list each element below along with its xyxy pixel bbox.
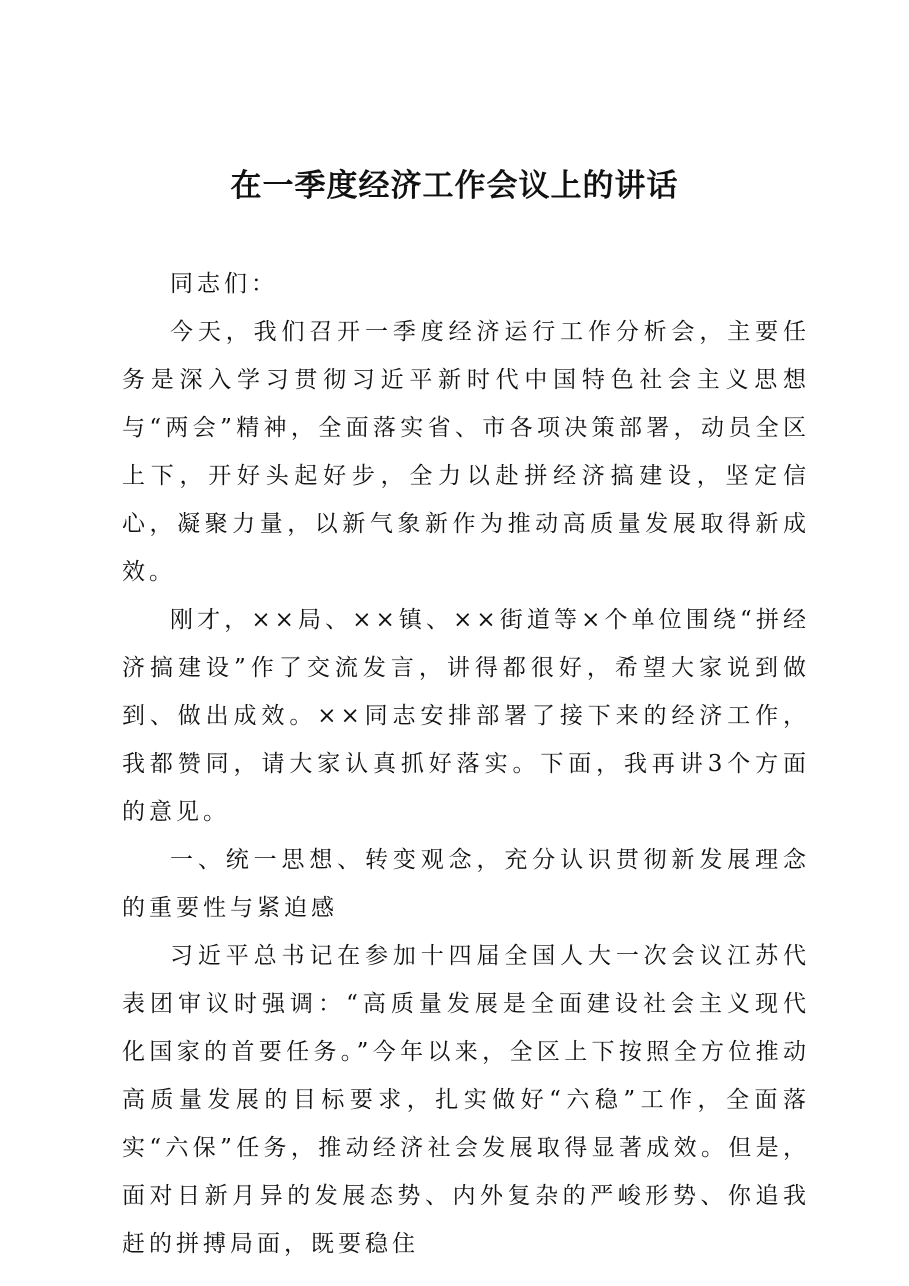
salutation-paragraph: 同志们： bbox=[170, 271, 278, 297]
summary-paragraph: 刚才，××局、××镇、××街道等×个单位围绕“拼经济搞建设”作了交流发言，讲得都很好，希望大家说到做到、做出成效。××同志安排部署了接下来的经济工作，我都赞同，请大家认真抓好落实。下面，我再讲3个方面的意见。 bbox=[122, 607, 810, 825]
document-title: 在一季度经济工作会议上的讲话 bbox=[230, 168, 679, 204]
section-heading-1: 一、统一思想、转变观念，充分认识贯彻新发展理念的重要性与紧迫感 bbox=[122, 847, 810, 921]
opening-paragraph: 今天，我们召开一季度经济运行工作分析会，主要任务是深入学习贯彻习近平新时代中国特色社会主义思想与“两会”精神，全面落实省、市各项决策部署，动员全区上下，开好头起好步，全力以赴拼经济搞建设，坚定信心，凝聚力量，以新气象新作为推动高质量发展取得新成效。 bbox=[122, 319, 810, 585]
section-1-paragraph: 习近平总书记在参加十四届全国人大一次会议江苏代表团审议时强调：“高质量发展是全面建设社会主义现代化国家的首要任务。”今年以来，全区上下按照全方位推动高质量发展的目标要求，扎实做好“六稳”工作，全面落实“六保”任务，推动经济社会发展取得显著成效。但是，面对日新月异的发展态势、内外复杂的严峻形势、你追我赶的拼搏局面，既要稳住 bbox=[122, 943, 810, 1257]
document-body bbox=[122, 260, 810, 1268]
